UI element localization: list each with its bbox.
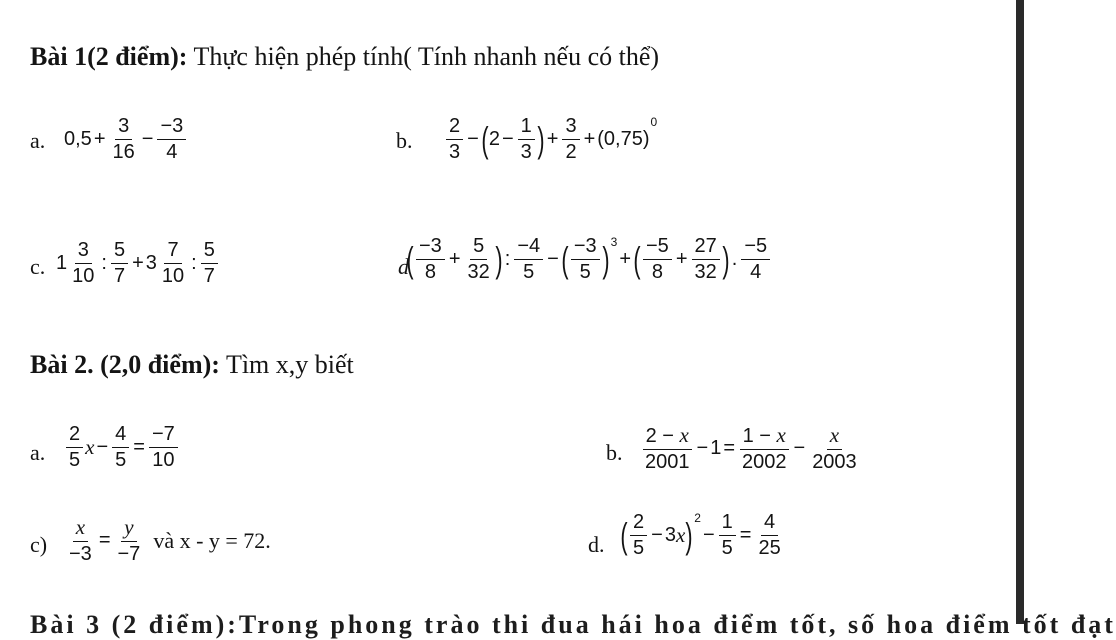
item-1a-label: a. <box>30 128 46 153</box>
item-1d-label: d <box>398 254 409 279</box>
item-2b-expression: $\frac{2 - x}{2001}$ − 1 = $\frac{1 - x}{2002}$ − $\frac{x}{2003}$ <box>640 424 862 473</box>
item-2c-condition: và x - y = 72. <box>153 527 271 553</box>
item-2a-label: a. <box>30 440 46 465</box>
exercise-1-title: Bài 1(2 điểm): <box>30 42 188 71</box>
fraction: $\frac{3}{16}$ <box>112 115 135 163</box>
item-1b-label: b. <box>396 128 413 153</box>
item-2c-label: c) <box>30 532 48 557</box>
exercise-1-heading <box>30 44 659 70</box>
exercise-3-partial-text: Bài 3 (2 điểm):Trong phong trào thi đua hái hoa điểm tốt, số hoa điểm tốt đạt <box>30 610 1116 639</box>
screen-edge <box>1016 0 1024 624</box>
exercise-1-instruction: Thực hiện phép tính( Tính nhanh nếu có thể) <box>187 42 660 71</box>
item-1a-expression: 0,5 + $\frac{3}{16}$ − $\frac{-3}{4}$ <box>64 116 188 163</box>
item-2d-expression: ( $\frac{2}{5}$ − 3 x ) 2 − $\frac{1}{5}$ = $\frac{4}{25}$ <box>620 510 781 559</box>
exercise-3-partial-line <box>30 600 1116 639</box>
fraction: $\frac{-3}{4}$ <box>157 116 186 163</box>
item-1b-expression: $\frac{2}{3}$ − ( 2 − $\frac{1}{3}$ ) + $\frac{3}{2}$ + (0,75) 0 <box>444 116 657 163</box>
exercise-2-instruction: Tìm x,y biết <box>219 350 354 379</box>
item-2a-expression: $\frac{2}{5}$ x − $\frac{4}{5}$ = $\frac{-7}{10}$ <box>64 424 180 471</box>
item-2b-label: b. <box>606 440 623 465</box>
exercise-2-heading <box>30 352 354 378</box>
item-2c-expression: $\frac{x}{-3}$ = $\frac{y}{-7}$ và x - y = 72. <box>69 515 271 565</box>
item-1c-label: c. <box>30 254 46 279</box>
item-1c-expression: 1 $\frac{3}{10}$ : $\frac{5}{7}$ + 3 $\frac{7}{10}$ : $\frac{5}{7}$ <box>56 240 220 287</box>
exercise-2-title: Bài 2. (2,0 điểm): <box>30 350 220 379</box>
item-1d-expression: ( $\frac{-3}{8}$ + $\frac{5}{32}$ ) : $\frac{-4}{5}$ − ( $\frac{-3}{5}$ ) 3 + ( $\frac{-5}{8}$ + $\frac{27}{32}$ ) . $\frac{-5}{4}$ <box>406 236 772 283</box>
item-2d-label: d. <box>588 532 605 557</box>
